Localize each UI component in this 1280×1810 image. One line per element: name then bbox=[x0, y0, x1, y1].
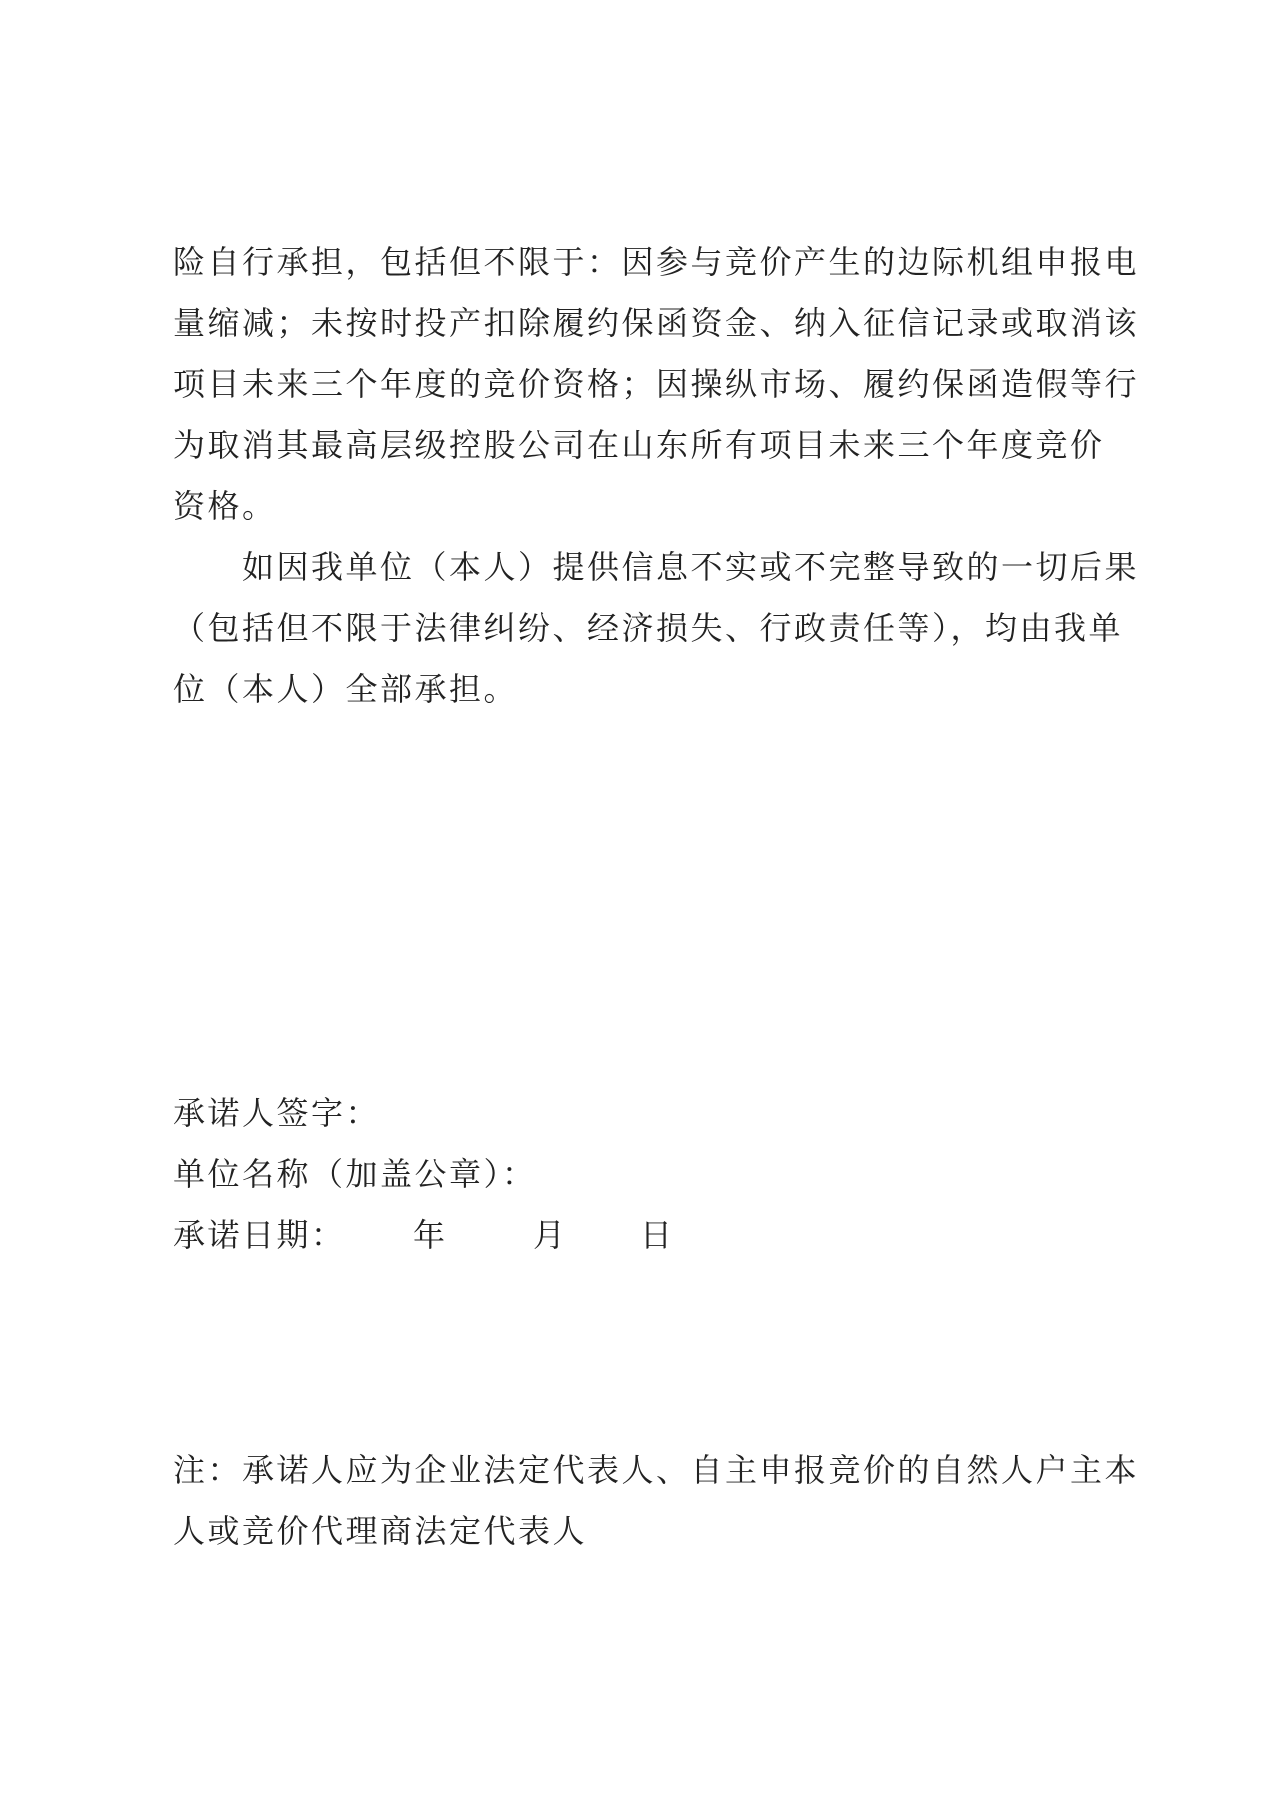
paragraph-2-line-3: 位（本人）全部承担。 bbox=[173, 670, 519, 708]
note-line-2: 人或竞价代理商法定代表人 bbox=[173, 1512, 588, 1550]
date-label: 承诺日期： bbox=[173, 1216, 346, 1254]
paragraph-2-line-2: （包括但不限于法律纠纷、经济损失、行政责任等），均由我单 bbox=[173, 609, 1124, 647]
unit-name-label: 单位名称（加盖公章）： bbox=[173, 1155, 537, 1193]
paragraph-1-line-2: 量缩减；未按时投产扣除履约保函资金、纳入征信记录或取消该 bbox=[173, 304, 1140, 342]
signature-block bbox=[173, 1083, 1133, 1266]
year-label: 年 bbox=[413, 1216, 448, 1254]
paragraph-1-line-1: 险自行承担，包括但不限于：因参与竞价产生的边际机组申报电 bbox=[173, 243, 1140, 281]
paragraph-1-line-5: 资格。 bbox=[173, 487, 277, 525]
day-label: 日 bbox=[640, 1216, 675, 1254]
signer-label: 承诺人签字： bbox=[173, 1094, 381, 1132]
paragraph-2-line-1: 如因我单位（本人）提供信息不实或不完整导致的一切后果 bbox=[173, 548, 1140, 586]
note-block bbox=[173, 1440, 1140, 1562]
commitment-date-line bbox=[173, 1205, 1133, 1266]
month-label: 月 bbox=[533, 1216, 568, 1254]
paragraph-1-line-4: 为取消其最高层级控股公司在山东所有项目未来三个年度竞价 bbox=[173, 426, 1105, 464]
note-line-1: 注：承诺人应为企业法定代表人、自主申报竞价的自然人户主本 bbox=[173, 1451, 1140, 1489]
paragraph-1-line-3: 项目未来三个年度的竞价资格；因操纵市场、履约保函造假等行 bbox=[173, 365, 1140, 403]
commitment-body bbox=[173, 232, 1140, 720]
